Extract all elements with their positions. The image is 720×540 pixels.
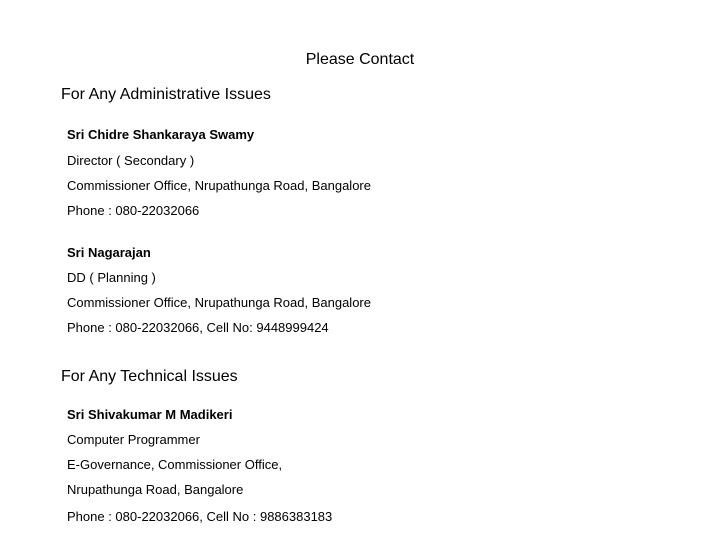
contact-name: Sri Shivakumar M Madikeri — [67, 407, 233, 422]
contact-phone: Phone : 080-22032066 — [67, 203, 200, 218]
section-heading-technical: For Any Technical Issues — [61, 368, 238, 385]
page-title: Please Contact — [305, 51, 415, 68]
contact-phone: Phone : 080-22032066, Cell No : 9886383183 — [67, 509, 333, 524]
contact-address: Commissioner Office, Nrupathunga Road, Bangalore — [67, 178, 371, 193]
contact-designation: Computer Programmer — [67, 432, 200, 447]
contact-designation: Director ( Secondary ) — [67, 153, 195, 168]
contact-name: Sri Nagarajan — [67, 245, 151, 260]
contact-phone: Phone : 080-22032066, Cell No: 9448999424 — [67, 320, 329, 335]
contact-address-line2: Nrupathunga Road, Bangalore — [67, 482, 244, 497]
section-heading-administrative: For Any Administrative Issues — [61, 86, 271, 103]
contact-address-line1: E-Governance, Commissioner Office, — [67, 457, 283, 472]
contact-name: Sri Chidre Shankaraya Swamy — [67, 127, 255, 142]
contact-address: Commissioner Office, Nrupathunga Road, Bangalore — [67, 295, 371, 310]
contact-designation: DD ( Planning ) — [67, 270, 156, 285]
